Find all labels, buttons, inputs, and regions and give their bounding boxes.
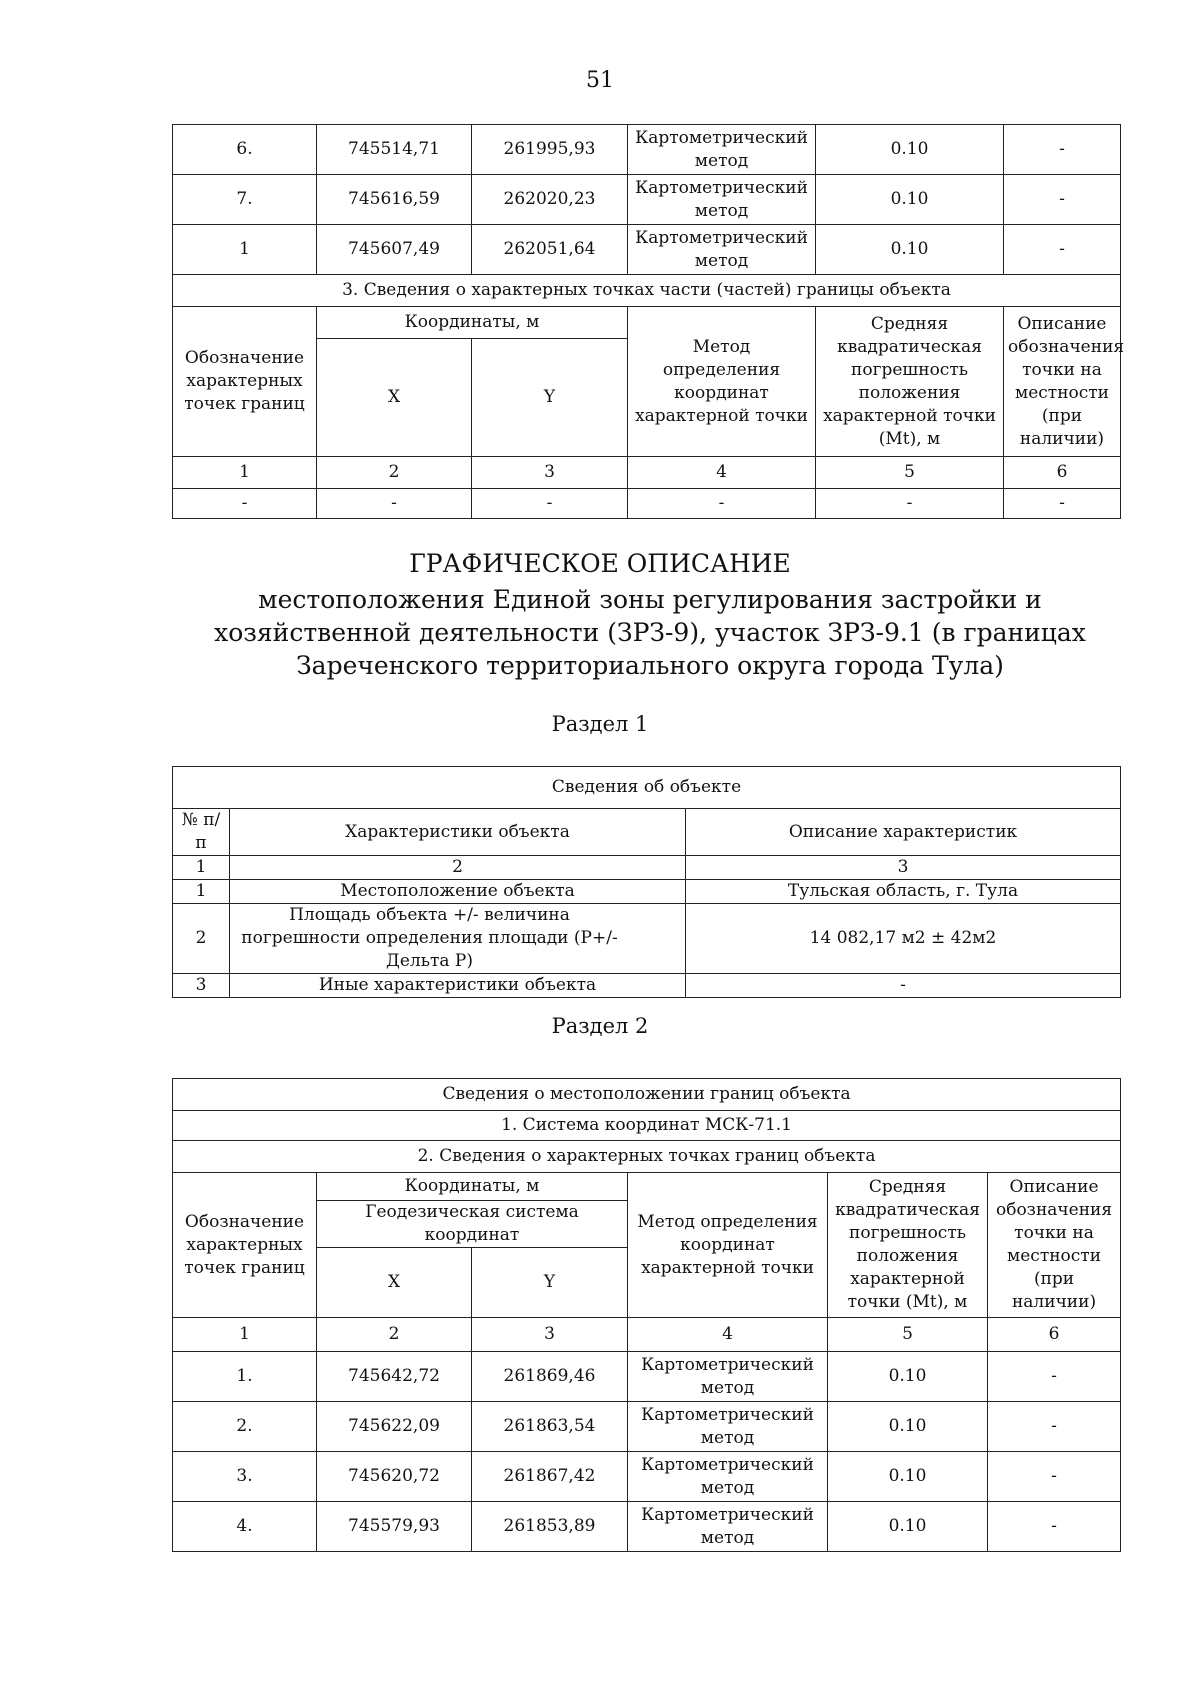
points-title: 2. Сведения о характерных точках границ объекта — [173, 1141, 1121, 1173]
points-title-row — [173, 1141, 1121, 1173]
method-cell: Картометрический метод — [628, 125, 816, 175]
section3-title: 3. Сведения о характерных точках части (частей) границы объекта — [173, 275, 1121, 307]
mt-cell: 0.10 — [828, 1502, 988, 1552]
y-coordinate: 261867,42 — [472, 1452, 628, 1502]
x-coordinate: 745620,72 — [317, 1452, 472, 1502]
empty-cell: - — [1004, 489, 1121, 519]
boundary-location-title: Сведения о местоположении границ объекта — [173, 1079, 1121, 1111]
point-label: 1. — [173, 1352, 317, 1402]
column-number: 5 — [816, 457, 1004, 489]
x-coordinate: 745622,09 — [317, 1402, 472, 1452]
mt-header: Средняя квадратическая погрешность положения характерной точки (Mt), м — [828, 1173, 988, 1318]
column-number: 4 — [628, 457, 816, 489]
section2-label: Раздел 2 — [551, 1014, 649, 1038]
table-row — [173, 1402, 1121, 1452]
y-header: Y — [472, 339, 628, 457]
y-coordinate: 262020,23 — [472, 175, 628, 225]
header-row — [173, 307, 1121, 339]
column-number: 3 — [472, 1318, 628, 1352]
desc-cell: - — [988, 1502, 1121, 1552]
table-row — [173, 1352, 1121, 1402]
mt-header: Средняя квадратическая погрешность положения характерной точки (Mt), м — [816, 307, 1004, 457]
method-cell: Картометрический метод — [628, 1402, 828, 1452]
object-info-table — [172, 766, 1121, 998]
empty-cell: - — [472, 489, 628, 519]
number-header: № п/п — [173, 809, 230, 856]
page-number: 51 — [586, 68, 614, 93]
header-row — [173, 1173, 1121, 1201]
table-row — [173, 1502, 1121, 1552]
table-row — [173, 125, 1121, 175]
description-cell: - — [686, 974, 1121, 998]
column-numbers-row — [173, 457, 1121, 489]
y-coordinate: 261869,46 — [472, 1352, 628, 1402]
column-number: 3 — [472, 457, 628, 489]
characteristic-cell: Местоположение объекта — [230, 880, 686, 904]
point-label: 4. — [173, 1502, 317, 1552]
boundary-points-continuation-table — [172, 124, 1125, 519]
table-row — [173, 175, 1121, 225]
table-row — [173, 974, 1121, 998]
table-row — [173, 880, 1121, 904]
boundary-location-table — [172, 1078, 1121, 1552]
column-number: 1 — [173, 1318, 317, 1352]
coord-system-row — [173, 1111, 1121, 1141]
x-coordinate: 745607,49 — [317, 225, 472, 275]
characteristic-cell: Площадь объекта +/- величина погрешности определения площади (P+/- Дельта P) — [230, 904, 686, 974]
column-number: 5 — [828, 1318, 988, 1352]
table-row — [173, 225, 1121, 275]
y-coordinate: 262051,64 — [472, 225, 628, 275]
row-number: 2 — [173, 904, 230, 974]
desc-cell: - — [1004, 225, 1121, 275]
desc-cell: - — [988, 1452, 1121, 1502]
method-cell: Картометрический метод — [628, 225, 816, 275]
x-header: X — [317, 339, 472, 457]
section-title-row — [173, 275, 1121, 307]
mt-cell: 0.10 — [816, 225, 1004, 275]
description-cell: 14 082,17 м2 ± 42м2 — [686, 904, 1121, 974]
row-number: 1 — [173, 880, 230, 904]
mt-cell: 0.10 — [828, 1352, 988, 1402]
point-label: 3. — [173, 1452, 317, 1502]
coordinate-system: 1. Система координат МСК-71.1 — [173, 1111, 1121, 1141]
point-label: 2. — [173, 1402, 317, 1452]
point-header: Обозначение характерных точек границ — [173, 1173, 317, 1318]
x-coordinate: 745514,71 — [317, 125, 472, 175]
column-number: 2 — [317, 1318, 472, 1352]
row-number: 3 — [173, 974, 230, 998]
column-number: 4 — [628, 1318, 828, 1352]
method-cell: Картометрический метод — [628, 1502, 828, 1552]
empty-cell: - — [317, 489, 472, 519]
empty-cell: - — [173, 489, 317, 519]
method-cell: Картометрический метод — [628, 175, 816, 225]
method-cell: Картометрический метод — [628, 1452, 828, 1502]
column-number: 1 — [173, 457, 317, 489]
desc-header: Описание обозначения точки на местности (при наличии) — [1004, 307, 1121, 457]
desc-cell: - — [1004, 125, 1121, 175]
column-numbers-row — [173, 1318, 1121, 1352]
empty-cell: - — [816, 489, 1004, 519]
mt-cell: 0.10 — [828, 1402, 988, 1452]
y-header: Y — [472, 1248, 628, 1318]
table-row — [173, 904, 1121, 974]
column-number: 3 — [686, 856, 1121, 880]
coords-header: Координаты, м — [317, 307, 628, 339]
x-coordinate: 745579,93 — [317, 1502, 472, 1552]
characteristic-header: Характеристики объекта — [230, 809, 686, 856]
empty-cell: - — [628, 489, 816, 519]
method-header: Метод определения координат характерной точки — [628, 307, 816, 457]
header-row — [173, 809, 1121, 856]
column-number: 2 — [317, 457, 472, 489]
document-subtitle: местоположения Единой зоны регулирования застройки и хозяйственной деятельности (ЗРЗ-9), участок ЗРЗ-9.1 (в границах Зареченского территориального округа города Тула) — [214, 585, 1086, 680]
x-coordinate: 745616,59 — [317, 175, 472, 225]
mt-cell: 0.10 — [816, 175, 1004, 225]
object-info-title: Сведения об объекте — [173, 767, 1121, 809]
table-title-row — [173, 767, 1121, 809]
characteristic-cell: Иные характеристики объекта — [230, 974, 686, 998]
document-title: ГРАФИЧЕСКОЕ ОПИСАНИЕ — [409, 549, 791, 578]
mt-cell: 0.10 — [828, 1452, 988, 1502]
table-title-row — [173, 1079, 1121, 1111]
desc-cell: - — [988, 1352, 1121, 1402]
y-coordinate: 261863,54 — [472, 1402, 628, 1452]
column-number: 6 — [1004, 457, 1121, 489]
method-header: Метод определения координат характерной точки — [628, 1173, 828, 1318]
x-header: X — [317, 1248, 472, 1318]
column-number: 2 — [230, 856, 686, 880]
y-coordinate: 261995,93 — [472, 125, 628, 175]
table-row — [173, 489, 1121, 519]
table-row — [173, 1452, 1121, 1502]
desc-cell: - — [1004, 175, 1121, 225]
point-header: Обозначение характерных точек границ — [173, 307, 317, 457]
section1-label: Раздел 1 — [551, 712, 649, 736]
description-cell: Тульская область, г. Тула — [686, 880, 1121, 904]
description-header: Описание характеристик — [686, 809, 1121, 856]
desc-header: Описание обозначения точки на местности (при наличии) — [988, 1173, 1121, 1318]
desc-cell: - — [988, 1402, 1121, 1452]
column-number: 1 — [173, 856, 230, 880]
column-numbers-row — [173, 856, 1121, 880]
x-coordinate: 745642,72 — [317, 1352, 472, 1402]
column-number: 6 — [988, 1318, 1121, 1352]
point-label: 6. — [173, 125, 317, 175]
point-label: 7. — [173, 175, 317, 225]
method-cell: Картометрический метод — [628, 1352, 828, 1402]
y-coordinate: 261853,89 — [472, 1502, 628, 1552]
point-label: 1 — [173, 225, 317, 275]
coords-header: Координаты, м — [317, 1173, 628, 1201]
mt-cell: 0.10 — [816, 125, 1004, 175]
geodetic-system-header: Геодезическая система координат — [317, 1201, 628, 1248]
